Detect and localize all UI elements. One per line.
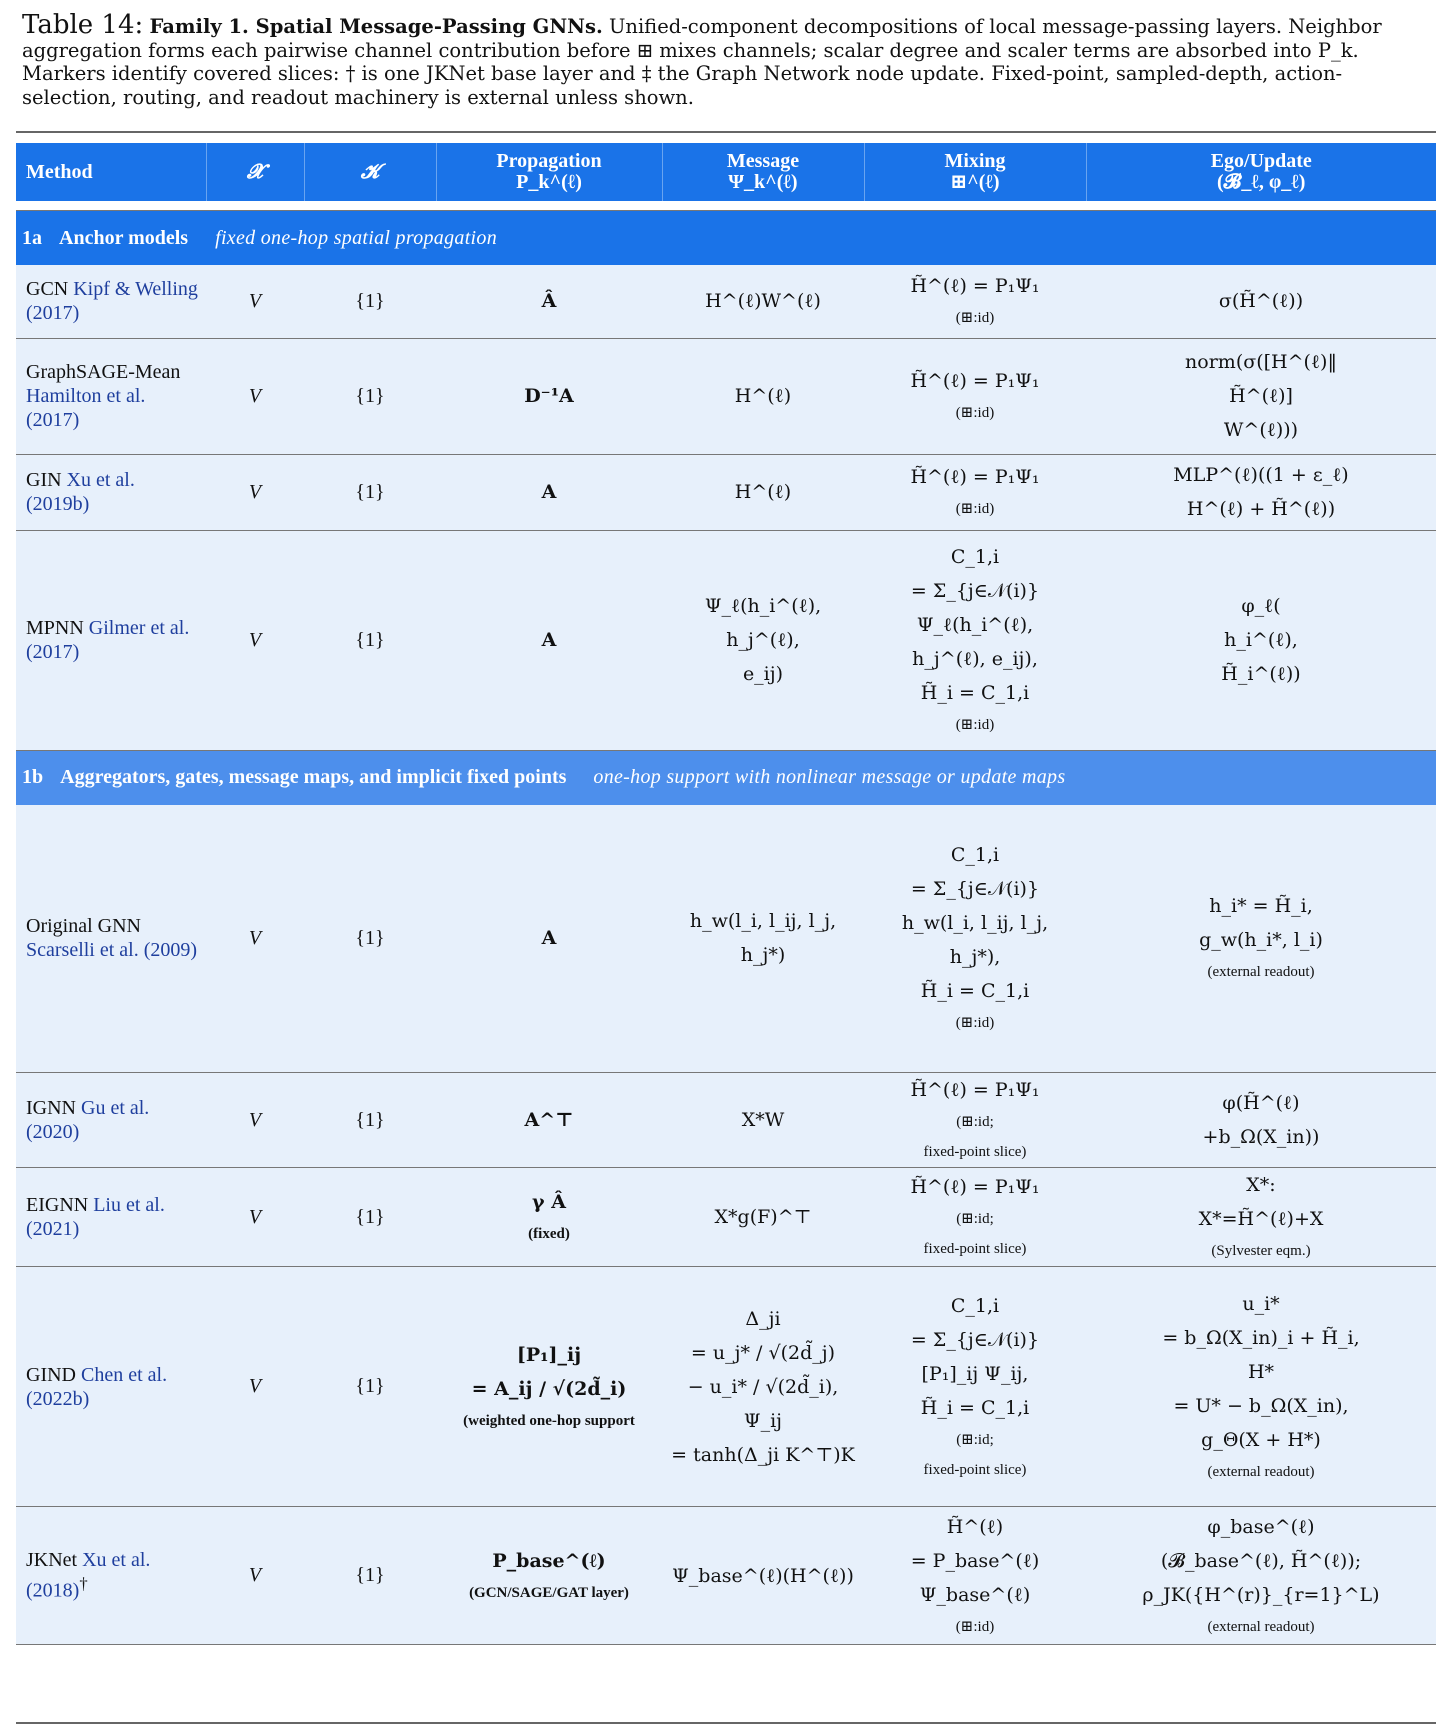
message-cell-line: H^(ℓ) — [734, 385, 792, 407]
mixing-cell — [864, 338, 1086, 454]
message-cell-line: H^(ℓ) — [734, 481, 792, 503]
method-name: GIND — [26, 1363, 81, 1386]
message-cell — [662, 1168, 864, 1267]
propagation-cell — [436, 1267, 662, 1507]
ego-update-cell — [1086, 805, 1436, 1073]
x-cell: V — [206, 265, 304, 338]
table-row — [16, 1168, 1436, 1267]
col-x: 𝓧 — [206, 143, 304, 201]
method-name: GraphSAGE-Mean — [26, 361, 181, 383]
method-cell — [16, 1507, 206, 1645]
propagation-cell-line: (GCN/SAGE/GAT layer) — [469, 1584, 629, 1601]
method-cell — [16, 530, 206, 750]
col-propagation: Propagation P_k^(ℓ) — [436, 143, 662, 201]
message-cell-line: Ψ_ij — [743, 1409, 783, 1432]
message-cell-line: − u_i* / √(2d̃_i), — [687, 1375, 839, 1398]
table-row — [16, 265, 1436, 338]
x-cell: V — [206, 530, 304, 750]
table-header — [16, 143, 1436, 201]
top-rule — [16, 131, 1436, 133]
ego-update-cell-line: φ(H̃^(ℓ) — [1222, 1092, 1300, 1114]
message-cell-line: X*g(F)^⊤ — [714, 1206, 812, 1228]
method-cell — [16, 805, 206, 1073]
mixing-cell — [864, 1267, 1086, 1507]
ego-update-cell-line: ρ_JK({H^(r)}_{r=1}^L) — [1142, 1583, 1380, 1606]
section-1b: 1b Aggregators, gates, message maps, and implicit fixed points one-hop support with nonlinear message or update maps — [16, 750, 1436, 805]
propagation-cell-line: A^⊤ — [524, 1109, 574, 1131]
ego-update-cell-line: g_Θ(X + H*) — [1201, 1428, 1321, 1451]
method-citation[interactable]: Liu et al. (2021) — [26, 1194, 165, 1240]
k-cell: {1} — [304, 805, 436, 1073]
mixing-cell — [864, 454, 1086, 530]
ego-update-cell — [1086, 1168, 1436, 1267]
message-cell-line: Δ_ji — [745, 1307, 781, 1330]
method-name: JKNet — [26, 1549, 83, 1572]
mixing-cell-line: H̃_i = C_1,i — [920, 1396, 1030, 1419]
method-citation[interactable]: Chen et al. (2022b) — [26, 1363, 168, 1410]
ego-update-cell — [1086, 1073, 1436, 1168]
mixing-cell-line: H̃^(ℓ) = P₁Ψ₁ — [910, 466, 1040, 488]
x-cell: V — [206, 1073, 304, 1168]
ego-update-cell-line: X*=H̃^(ℓ)+X — [1198, 1208, 1324, 1230]
col-k: 𝓚 — [304, 143, 436, 201]
propagation-cell-line: (fixed) — [528, 1226, 570, 1242]
propagation-cell-line: A — [541, 927, 557, 950]
message-cell — [662, 454, 864, 530]
ego-update-cell-line: u_i* — [1242, 1292, 1280, 1315]
ego-update-cell-line: g_w(h_i*, l_i) — [1199, 929, 1323, 952]
propagation-cell-line: P_base^(ℓ) — [492, 1549, 606, 1572]
mixing-cell-line: h_j^(ℓ), e_ij), — [912, 648, 1038, 670]
mixing-cell-line: = Σ_{j∈𝒩(i)} — [910, 580, 1040, 602]
mixing-cell-line: = Σ_{j∈𝒩(i)} — [910, 878, 1040, 901]
table-row — [16, 805, 1436, 1073]
x-cell: V — [206, 1267, 304, 1507]
mixing-cell-line: (⊞:id) — [955, 1015, 995, 1032]
ego-update-cell-line: +b_Ω(X_in)) — [1202, 1126, 1320, 1148]
method-name: MPNN — [26, 617, 89, 639]
message-cell — [662, 1507, 864, 1645]
ego-update-cell — [1086, 1267, 1436, 1507]
ego-update-cell-line: H̃^(ℓ)] — [1229, 385, 1293, 407]
ego-update-cell-line: MLP^(ℓ)((1 + ε_ℓ) — [1173, 464, 1349, 486]
ego-update-cell — [1086, 338, 1436, 454]
ego-update-cell-line: norm(σ([H^(ℓ)‖ — [1185, 351, 1337, 373]
bottom-rule — [16, 1722, 1436, 1724]
ego-update-cell — [1086, 1507, 1436, 1645]
message-cell-line: = tanh(Δ_ji K^⊤)K — [671, 1443, 855, 1466]
propagation-cell — [436, 1073, 662, 1168]
ego-update-cell — [1086, 454, 1436, 530]
ego-update-cell-line: H̃_i^(ℓ)) — [1221, 663, 1301, 685]
mixing-cell-line: H̃^(ℓ) — [946, 1515, 1004, 1538]
message-cell — [662, 265, 864, 338]
mixing-cell-line: C_1,i — [950, 546, 1000, 568]
message-cell — [662, 530, 864, 750]
col-mixing: Mixing ⊞^(ℓ) — [864, 143, 1086, 201]
caption-text: Unified-component decompositions of local message-passing layers. Neighbor aggregation forms each pairwise channel contribution before ⊞ mixes channels; scalar degree and scaler terms are absorbed into P_k. Markers identify covered slices: † is one JKNet base layer and ‡ the Graph Network node update. Fixed-point, sampled-depth, action-selection, routing, and readout machinery is external unless shown. — [22, 15, 1382, 109]
table-row — [16, 1267, 1436, 1507]
propagation-cell — [436, 1507, 662, 1645]
method-name: Original GNN — [26, 915, 141, 938]
ego-update-cell-line: (Sylvester eqm.) — [1211, 1243, 1311, 1259]
x-cell: V — [206, 454, 304, 530]
message-cell-line: h_j*) — [740, 944, 786, 967]
method-citation[interactable]: Hamilton et al. (2017) — [26, 385, 146, 431]
ego-update-cell-line: φ_ℓ( — [1241, 595, 1281, 617]
mixing-cell-line: H̃^(ℓ) = P₁Ψ₁ — [910, 1079, 1040, 1101]
ego-update-cell-line: W^(ℓ))) — [1223, 419, 1299, 441]
mixing-cell-line: H̃^(ℓ) = P₁Ψ₁ — [910, 370, 1040, 392]
method-name: EIGNN — [26, 1194, 94, 1216]
mixing-cell — [864, 1168, 1086, 1267]
mixing-cell-line: fixed-point slice) — [923, 1241, 1027, 1257]
mixing-cell-line: H̃^(ℓ) = P₁Ψ₁ — [910, 275, 1040, 298]
propagation-cell-line: γ Â — [532, 1191, 566, 1213]
method-citation[interactable]: Xu et al. (2019b) — [26, 469, 135, 515]
propagation-cell-line: (weighted one-hop support — [463, 1412, 635, 1429]
k-cell: {1} — [304, 1073, 436, 1168]
mixing-cell-line: Ψ_ℓ(h_i^(ℓ), — [916, 614, 1034, 636]
table-row — [16, 1073, 1436, 1168]
message-cell-line: H^(ℓ)W^(ℓ) — [705, 290, 821, 313]
method-cell — [16, 265, 206, 338]
message-cell-line: h_w(l_i, l_ij, l_j, — [689, 910, 837, 933]
propagation-cell-line: D⁻¹A — [524, 385, 574, 407]
col-ego-update: Ego/Update (𝓑_ℓ, φ_ℓ) — [1086, 143, 1436, 201]
x-cell: V — [206, 805, 304, 1073]
x-cell: V — [206, 1507, 304, 1645]
mixing-cell-line: (⊞:id) — [955, 405, 995, 421]
mixing-cell-line: h_j*), — [949, 946, 1001, 969]
mixing-cell-line: fixed-point slice) — [923, 1144, 1027, 1160]
mixing-cell-line: (⊞:id) — [955, 717, 995, 733]
ego-update-cell-line: h_i* = H̃_i, — [1209, 895, 1313, 918]
method-name: IGNN — [26, 1097, 81, 1119]
propagation-cell — [436, 454, 662, 530]
mixing-cell-line: (⊞:id; — [956, 1431, 994, 1448]
k-cell: {1} — [304, 338, 436, 454]
k-cell: {1} — [304, 1267, 436, 1507]
section-1a: 1a Anchor models fixed one-hop spatial propagation — [16, 211, 1436, 266]
method-name: GCN — [26, 278, 74, 301]
propagation-cell-line: A — [541, 629, 557, 651]
mixing-cell-line: (⊞:id) — [955, 310, 995, 327]
col-message: Message Ψ_k^(ℓ) — [662, 143, 864, 201]
message-cell-line: Ψ_base^(ℓ)(H^(ℓ)) — [672, 1564, 854, 1587]
k-cell: {1} — [304, 1168, 436, 1267]
coverage-marker: † — [79, 1574, 88, 1594]
ego-update-cell-line: σ(H̃^(ℓ)) — [1218, 290, 1304, 313]
mixing-cell-line: Ψ_base^(ℓ) — [919, 1583, 1031, 1606]
mixing-cell-line: C_1,i — [950, 844, 1000, 867]
mixing-cell — [864, 530, 1086, 750]
ego-update-cell-line: = U* − b_Ω(X_in), — [1173, 1394, 1349, 1417]
mixing-cell-line: H̃^(ℓ) = P₁Ψ₁ — [910, 1176, 1040, 1198]
method-cell — [16, 1168, 206, 1267]
message-cell-line: e_ij) — [742, 663, 784, 685]
propagation-cell — [436, 338, 662, 454]
propagation-cell — [436, 530, 662, 750]
mixing-cell-line: (⊞:id) — [955, 501, 995, 517]
mixing-cell-line: H̃_i = C_1,i — [920, 980, 1030, 1003]
table-row — [16, 338, 1436, 454]
mixing-cell — [864, 265, 1086, 338]
mixing-cell-line: (⊞:id; — [956, 1114, 994, 1130]
method-cell — [16, 338, 206, 454]
propagation-cell-line: A — [541, 481, 557, 503]
propagation-cell — [436, 1168, 662, 1267]
k-cell: {1} — [304, 530, 436, 750]
ego-update-cell-line: (external readout) — [1207, 964, 1315, 981]
message-cell — [662, 1073, 864, 1168]
ego-update-cell-line: X*: — [1246, 1174, 1276, 1196]
mixing-cell — [864, 1507, 1086, 1645]
k-cell: {1} — [304, 454, 436, 530]
mixing-cell-line: = P_base^(ℓ) — [910, 1549, 1040, 1572]
propagation-cell — [436, 265, 662, 338]
ego-update-cell-line: = b_Ω(X_in)_i + H̃_i, — [1162, 1326, 1360, 1349]
ego-update-cell-line: φ_base^(ℓ) — [1207, 1515, 1315, 1538]
table-row — [16, 1507, 1436, 1645]
message-cell — [662, 1267, 864, 1507]
ego-update-cell-line: H* — [1247, 1360, 1275, 1383]
ego-update-cell-line: H^(ℓ) + H̃^(ℓ)) — [1186, 498, 1336, 520]
method-citation[interactable]: Xu et al. (2018) — [26, 1549, 151, 1602]
method-cell — [16, 1073, 206, 1168]
mixing-cell — [864, 1073, 1086, 1168]
mixing-cell — [864, 805, 1086, 1073]
propagation-cell-line: = A_ij / √(2d̃_i) — [471, 1377, 627, 1400]
ego-update-cell — [1086, 265, 1436, 338]
ego-update-cell-line: h_i^(ℓ), — [1224, 629, 1298, 651]
method-cell — [16, 454, 206, 530]
message-cell — [662, 338, 864, 454]
method-citation[interactable]: Kipf & Welling (2017) — [26, 278, 198, 325]
propagation-cell-line: [P₁]_ij — [516, 1343, 582, 1366]
mixing-cell-line: H̃_i = C_1,i — [920, 682, 1030, 704]
mixing-cell-line: [P₁]_ij Ψ_ij, — [921, 1362, 1029, 1385]
table-number: Table 14: — [22, 10, 144, 40]
table-row — [16, 530, 1436, 750]
ego-update-cell — [1086, 530, 1436, 750]
k-cell: {1} — [304, 1507, 436, 1645]
propagation-cell — [436, 805, 662, 1073]
ego-update-cell-line: (external readout) — [1207, 1618, 1315, 1635]
message-cell-line: Ψ_ℓ(h_i^(ℓ), h_j^(ℓ), — [704, 595, 822, 651]
mixing-cell-line: C_1,i — [950, 1294, 1000, 1317]
message-cell-line: X*W — [741, 1109, 785, 1131]
mixing-cell-line: h_w(l_i, l_ij, l_j, — [901, 912, 1049, 935]
message-cell-line: = u_j* / √(2d̃_j) — [690, 1341, 836, 1364]
method-name: GIN — [26, 469, 67, 491]
method-cell — [16, 1267, 206, 1507]
k-cell: {1} — [304, 265, 436, 338]
propagation-cell-line: Â — [541, 290, 557, 313]
method-citation[interactable]: Gilmer et al. (2017) — [26, 617, 190, 663]
mixing-cell-line: (⊞:id; — [956, 1211, 994, 1227]
ego-update-cell-line: (𝓑_base^(ℓ), H̃^(ℓ)); — [1160, 1549, 1362, 1572]
col-method: Method — [16, 143, 206, 201]
method-citation[interactable]: Scarselli et al. (2009) — [26, 939, 198, 962]
mixing-cell-line: = Σ_{j∈𝒩(i)} — [910, 1328, 1040, 1351]
mixing-cell-line: (⊞:id) — [955, 1618, 995, 1635]
gnn-table — [16, 143, 1436, 1645]
mixing-cell-line: fixed-point slice) — [923, 1461, 1027, 1478]
table-row — [16, 454, 1436, 530]
table-caption — [22, 10, 1432, 109]
caption-title: Family 1. Spatial Message-Passing GNNs. — [149, 15, 603, 38]
ego-update-cell-line: (external readout) — [1207, 1463, 1315, 1480]
method-citation[interactable]: Gu et al. (2020) — [26, 1097, 150, 1143]
x-cell: V — [206, 1168, 304, 1267]
x-cell: V — [206, 338, 304, 454]
message-cell — [662, 805, 864, 1073]
